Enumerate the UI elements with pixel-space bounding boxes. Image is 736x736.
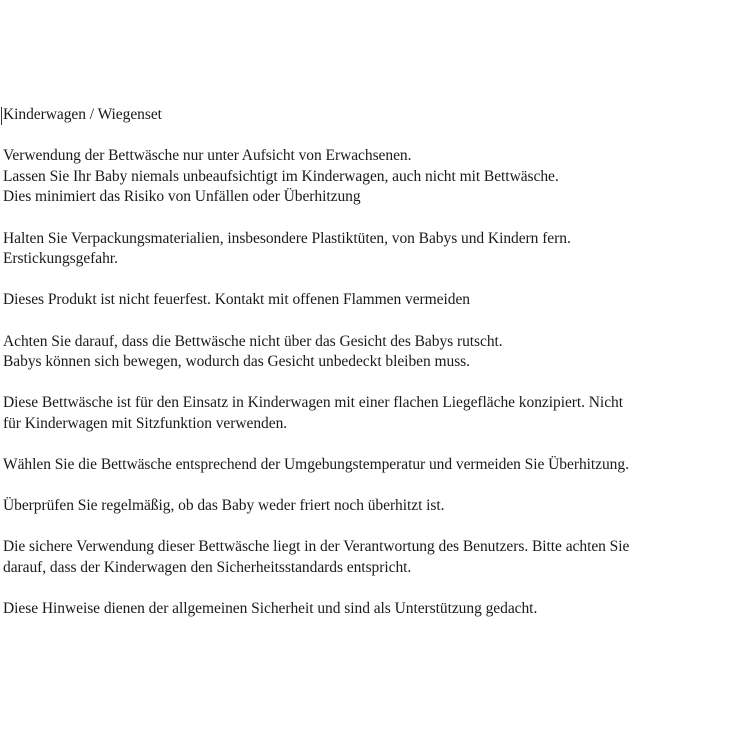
paragraph-general xyxy=(3,599,736,620)
paragraph-temperature xyxy=(3,455,736,476)
paragraph-line: Babys können sich bewegen, wodurch das Gesicht unbedeckt bleiben muss. xyxy=(3,353,470,371)
paragraph-check xyxy=(3,496,736,517)
paragraph-line: für Kinderwagen mit Sitzfunktion verwenden. xyxy=(3,414,288,432)
paragraph-line: Verwendung der Bettwäsche nur unter Aufsicht von Erwachsenen. xyxy=(3,147,412,165)
paragraph-face xyxy=(3,332,736,373)
paragraph-fire xyxy=(3,290,736,311)
paragraph-line: Die sichere Verwendung dieser Bettwäsche liegt in der Verantwortung des Benutzers. Bitte achten Sie xyxy=(3,538,630,556)
paragraph-packaging xyxy=(3,229,736,270)
paragraph-supervision xyxy=(3,146,736,208)
paragraph-line: Dieses Produkt ist nicht feuerfest. Kontakt mit offenen Flammen vermeiden xyxy=(3,291,470,309)
paragraph-responsibility xyxy=(3,537,736,578)
paragraph-line: darauf, dass der Kinderwagen den Sicherheitsstandards entspricht. xyxy=(3,559,412,577)
text-cursor xyxy=(1,107,2,125)
paragraph-line: Halten Sie Verpackungsmaterialien, insbesondere Plastiktüten, von Babys und Kindern fern. xyxy=(3,229,571,247)
paragraph-flat-surface xyxy=(3,393,736,434)
paragraph-line: Achten Sie darauf, dass die Bettwäsche nicht über das Gesicht des Babys rutscht. xyxy=(3,332,503,350)
document-body[interactable] xyxy=(3,105,736,640)
paragraph-line: Erstickungsgefahr. xyxy=(3,250,118,268)
paragraph-line: Diese Bettwäsche ist für den Einsatz in Kinderwagen mit einer flachen Liegefläche konzipiert. Nicht xyxy=(3,394,623,412)
paragraph-line: Überprüfen Sie regelmäßig, ob das Baby weder friert noch überhitzt ist. xyxy=(3,497,445,515)
document-title: Kinderwagen / Wiegenset xyxy=(3,106,162,123)
paragraph-line: Lassen Sie Ihr Baby niemals unbeaufsichtigt im Kinderwagen, auch nicht mit Bettwäsche. xyxy=(3,167,559,185)
paragraph-line: Wählen Sie die Bettwäsche entsprechend der Umgebungstemperatur und vermeiden Sie Überhitzung. xyxy=(3,456,629,474)
paragraph-line: Dies minimiert das Risiko von Unfällen oder Überhitzung xyxy=(3,188,361,206)
paragraph-line: Diese Hinweise dienen der allgemeinen Sicherheit und sind als Unterstützung gedacht. xyxy=(3,600,538,618)
